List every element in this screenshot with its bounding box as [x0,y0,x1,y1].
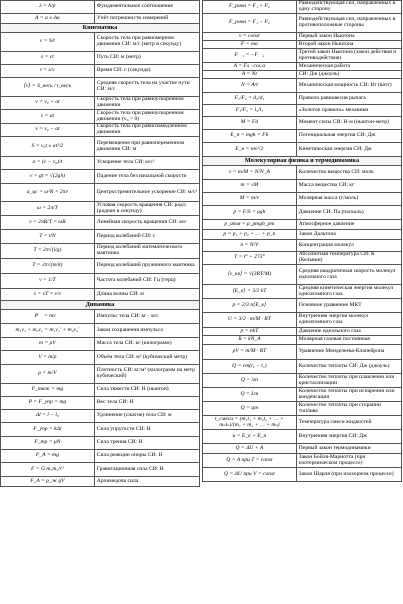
formula-description: Количество теплоты при плавлении или кристаллизации [296,374,401,388]
formula: v = at [1,110,95,124]
formula: u = E_к + E_п [203,430,297,444]
section-header [1,24,200,33]
formula-description: Ускорение тела СИ: м/с² [94,157,199,170]
formula: n = N/V [203,240,297,252]
formula-description: Средняя скорость тела на участке пути СИ: м/с [94,78,199,97]
formula-description: Давление идеального газа [296,328,401,336]
formula-description: Время СИ: с (секунда) [94,65,199,78]
formula-row [1,397,200,410]
formula-row [203,180,402,193]
formula: v = gt = √(2gh) [1,170,95,184]
formula: Q = ΔU + A [203,444,297,454]
formula-row [203,230,402,240]
formula: v = v₀ + at [1,97,95,110]
formula-row [203,328,402,336]
formula-row [1,137,200,157]
section-title: Динамика [1,301,200,310]
formula: ⟨v⟩ = S_весь / t_весь [1,78,95,97]
formula-row [203,33,402,41]
formula-row [1,244,200,259]
formula-row [1,274,200,289]
formula: t = s/v [1,65,95,78]
formula: F_A = mg [1,450,95,463]
formula-row [203,105,402,117]
formula-description: Гравитационная сила СИ: Н [94,463,199,477]
formula-description: Период колебаний СИ: с [94,230,199,244]
formula-description: Количество вещества СИ: моль [296,166,401,180]
formula-row [203,265,402,285]
formula-description: Объём тела СИ: м³ (кубический метр) [94,351,199,365]
formula-row [1,410,200,423]
right-column [202,0,402,604]
formula-description: Масса вещества СИ: кг [296,180,401,193]
formula-row [1,157,200,170]
formula-row [1,110,200,124]
formula: M = Fd [203,117,297,130]
formula: ⟨E_к⟩ = 3/2 kT [203,285,297,299]
formula-row [203,143,402,157]
formula: S = v₀t ± at²/2 [1,137,95,157]
formula-row [203,313,402,328]
formula-description: Частота колебаний СИ: Гц (герц) [94,274,199,289]
formula: Δl = l − l₀ [1,410,95,423]
formula-row [1,33,200,52]
formula: N = A/t [203,79,297,93]
formula-row [1,14,200,24]
formula-description: Механическая работа [296,63,401,71]
formula-row [203,49,402,63]
formula-row [203,79,402,93]
formula: F_тр = μN [1,437,95,450]
formula: T = t° + 273° [203,252,297,265]
formula-description: Сила тяжести СИ: Н (ньютон) [94,384,199,397]
formula-description: Внутренняя энергия СИ: Дж [296,430,401,444]
formula-row [203,416,402,430]
formula-description: Молярная масса (г/моль) [296,193,401,206]
formula-description: Абсолютная температура СИ: К (Кельвин) [296,252,401,265]
formula: v = const [203,33,297,41]
formula-description: Архимедова сила [94,477,199,487]
formula: R = kN_A [203,336,297,345]
formula-row [1,477,200,487]
formula: F_тяж = mg [1,384,95,397]
formula-description: Вес тела СИ: Н [94,397,199,410]
formula-row [203,41,402,49]
formula: p_атм = ρ_ртgh_рт [203,220,297,230]
formula: F₁/F₂ = d₂/d₁ [203,93,297,105]
formula-row [203,444,402,454]
formula: t_смеси = (m₁t₁ + m₂t₂ + … + mₙtₙ)/(m₁ + m₂ + … + mₙ) [203,416,297,430]
formula-description: Сила трения СИ: Н [94,437,199,450]
formula: p = F/S = ρgh [203,206,297,220]
formula: F_A = ρ_ж gV [1,477,95,487]
formula: T = t/N [1,230,95,244]
formula-row [1,384,200,397]
formula: Q = ΔU при V = const [203,468,297,482]
formula-description: Кинетическая энергия СИ: Дж [296,143,401,157]
formula-description: Период колебаний математического маятника [94,244,199,259]
left-formula-table [0,0,200,487]
formula: A = Fs · cos α [203,63,297,71]
formula-row [203,360,402,374]
formula-row [203,388,402,402]
formula-description: Средняя квадратичная скорость молекул идеального газа [296,265,401,285]
formula: v = m/M = N/N_A [203,166,297,180]
formula-description: Падение тела без начальной скорости [94,170,199,184]
formula-description: Скорость тела при равномерном движении СИ: м/с (метр в секунду) [94,33,199,52]
formula-description: Удлинение (сжатие) тела СИ: м [94,410,199,423]
formula-description: Скорость тела при равнозамедленном движении [94,124,199,137]
formula-description: Потенциальная энергия СИ: Дж [296,130,401,143]
formula-description: Основное уравнение МКТ [296,299,401,313]
formula-description: Атмосферное давление [296,220,401,230]
formula-description: Плотность СИ: кг/м³ (килограмм на метр кубический) [94,365,199,384]
formula-row [1,97,200,110]
formula: pV = m/M · RT [203,345,297,360]
formula-row [203,117,402,130]
formula-row [203,93,402,105]
formula-description: Импульс тела СИ: кг · м/с [94,310,199,324]
formula-description: Линейная скорость вращения СИ: м/с [94,216,199,230]
formula-description: Давление СИ: Па (паскаль) [296,206,401,220]
formula: M = m/v [203,193,297,206]
formula-description: Перемещение при равнопеременном движении СИ: м [94,137,199,157]
formula-row [1,216,200,230]
formula: U = 3/2 · m/M · RT [203,313,297,328]
section-title: Молекулярная физика и термодинамика [203,157,402,166]
formula: λ = vT = v/ν [1,289,95,301]
formula-description: Закон сохранения импульса [94,324,199,338]
formula: a_цс = ω²R = 2πv [1,184,95,202]
formula: p = nkT [203,328,297,336]
formula-description: Период колебаний пружинного маятника [94,259,199,274]
formula: p = 2/3 n⟨E_к⟩ [203,299,297,313]
formula: ω = 2π/T [1,202,95,216]
formula-row [1,230,200,244]
formula: E_п = mgh = Fh [203,130,297,143]
formula: E_к = mv²/2 [203,143,297,157]
formula: F⃗₁ = −F⃗₂ [203,49,297,63]
formula: v = 1/T [1,274,95,289]
formula-row [1,1,200,14]
formula: A = Nt [203,71,297,79]
formula-row [203,63,402,71]
section-header [1,301,200,310]
formula: ⟨v_кв⟩ = √(3RT/M) [203,265,297,285]
formula-row [203,252,402,265]
formula-row [203,402,402,416]
formula-row [1,450,200,463]
left-column [0,0,200,604]
formula-description: Средняя кинетическая энергия молекул одноатомного газа [296,285,401,299]
formula: m = ρV [1,338,95,351]
formula-description: Количество теплоты СИ: Дж (джоуль) [296,360,401,374]
section-title: Кинематика [1,24,200,33]
formula-row [1,65,200,78]
formula-description: Молярная газовая постоянная [296,336,401,345]
formula-description: Фундаментальное соотношение [94,1,199,14]
formula: F = G·m₁m₂/r² [1,463,95,477]
formula-row [203,468,402,482]
formula: Q = qm [203,402,297,416]
formula-description: Второй закон Ньютона [296,41,401,49]
formula-row [203,336,402,345]
formula-description: Температура смеси жидкостей [296,416,401,430]
formula: F_равн = F₁ + F₂ [203,1,297,14]
formula-description: Равнодействующая сил, направленных в одну сторону [296,1,401,14]
formula-row [1,338,200,351]
formula: F = ma [203,41,297,49]
formula-description: Скорость тела при равноускоренном движении [94,97,199,110]
formula: F_упр = kΔl [1,423,95,437]
right-formula-table [202,0,402,482]
formula-row [1,259,200,274]
formula: λ = h/p [1,1,95,14]
formula-row [1,184,200,202]
formula: P⃗ = mv⃗ [1,310,95,324]
formula-row [203,71,402,79]
formula-description: Первый закон Ньютона [296,33,401,41]
formula-row [203,1,402,14]
formula-row [1,124,200,137]
formula-description: Сила реакции опоры СИ: Н [94,450,199,463]
formula-row [1,351,200,365]
formula-row [203,240,402,252]
formula-description: Количество теплоты при сгорании топлива [296,402,401,416]
formula: v = 2πR/T = ωR [1,216,95,230]
formula-row [1,437,200,450]
formula-description: Правило равновесия рычага [296,93,401,105]
formula-row [1,289,200,301]
formula-row [203,454,402,468]
formula-row [203,220,402,230]
formula-row [1,310,200,324]
formula: v = v₀ − at [1,124,95,137]
formula: m = vM [203,180,297,193]
formula: T = 2π√(m/k) [1,259,95,274]
formula-description: Внутренняя энергия молекул одноатомного газа [296,313,401,328]
formula-row [1,365,200,384]
formula-description: Закон Бойля-Мариотта (при изотермическом процессе) [296,454,401,468]
formula-row [1,202,200,216]
formula-row [203,166,402,180]
formula-row [203,193,402,206]
formula: Q = cm(t₂ − t₁) [203,360,297,374]
formula-row [203,299,402,313]
section-header [203,157,402,166]
formula: V = m/ρ [1,351,95,365]
formula-description: Центростремительное ускорение СИ: м/с² [94,184,199,202]
formula-row [203,430,402,444]
formula-row [203,345,402,360]
formula: F₁/F₂ = l₂/l₁ [203,105,297,117]
formula: s = ct [1,52,95,65]
formula-description: Первый закон термодинамики [296,444,401,454]
formula-row [203,14,402,33]
formula: ρ = m/V [1,365,95,384]
formula-description: Закон Шарля (при изохорном процессе) [296,468,401,482]
formula: a = (v − v₀)/t [1,157,95,170]
formula: Q = A при T = const [203,454,297,468]
formula-description: Угловая скорость вращения СИ: рад/с (радиан в секунду) [94,202,199,216]
formula: Q = Lm [203,388,297,402]
formula-description: Учёт погрешности измерений [94,14,199,24]
formula: F_равн = F₁ − F₂ [203,14,297,33]
formula-row [203,130,402,143]
formula-description: «Золотое правило» механики [296,105,401,117]
formula-description: Равнодействующая сил, направленных в противоположные стороны [296,14,401,33]
formula-description: Момент силы СИ: Н·м (ньютон-метр) [296,117,401,130]
formula-row [203,285,402,299]
formula-description: Третий закон Ньютона (закон действия и противодействия) [296,49,401,63]
formula: p = p₁ + p₂ + … + p_n [203,230,297,240]
formula: A = a ± Δa [1,14,95,24]
formula-row [1,78,200,97]
formula: Q = λm [203,374,297,388]
formula-row [1,423,200,437]
formula-row [1,170,200,184]
formula-row [1,52,200,65]
formula-description: Сила упругости СИ: Н [94,423,199,437]
formula: m₁v₁ + m₂v₂ = m₁v₁′ + m₂v₂′ [1,324,95,338]
formula-description: Скорость тела при равноускоренном движении (v₀ = 0) [94,110,199,124]
formula-description: Длина волны СИ: м [94,289,199,301]
formula-description: Масса тела СИ: кг (килограмм) [94,338,199,351]
formula-description: Количество теплоты при испарении или конденсации [296,388,401,402]
formula-description: Закон Дальтона [296,230,401,240]
formula-description: Уравнение Менделеева-Клапейрона [296,345,401,360]
formula-row [203,206,402,220]
formula-row [1,463,200,477]
formula-description: Концентрация молекул [296,240,401,252]
formula: T = 2π√(l/g) [1,244,95,259]
formula: v = S/t [1,33,95,52]
formula-row [203,374,402,388]
formula-description: Механическая мощность СИ: Вт (ватт) [296,79,401,93]
formula-description: Путь СИ: м (метр) [94,52,199,65]
formula-row [1,324,200,338]
formula-description: СИ: Дж (джоуль) [296,71,401,79]
formula: P = F_упр = mg [1,397,95,410]
